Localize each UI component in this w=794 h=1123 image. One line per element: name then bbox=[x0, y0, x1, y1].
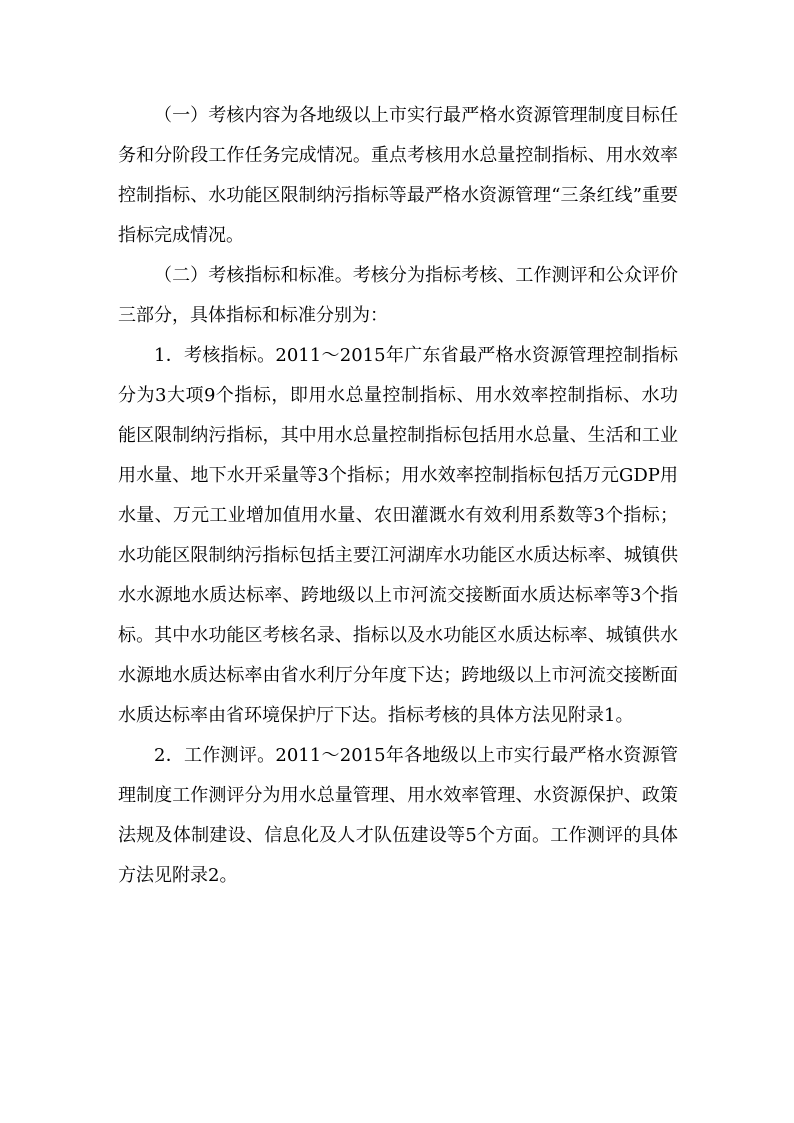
paragraph-indicators-and-standards: （二）考核指标和标准。考核分为指标考核、工作测评和公众评价三部分，具体指标和标准分别为： bbox=[118, 265, 678, 326]
paragraph-assessment-indicators: 1．考核指标。2011～2015年广东省最严格水资源管理控制指标分为3大项9个指标，即用水总量控制指标、用水效率控制指标、水功能区限制纳污指标，其中用水总量控制指标包括用水总量、生活和工业用水量、地下水开采量等3个指标；用水效率控制指标包括万元GDP用水量、万元工业增加值用水量、农田灌溉水有效利用系数等3个指标；水功能区限制纳污指标包括主要江河湖库水功能区水质达标率、城镇供水水源地水质达标率、跨地级以上市河流交接断面水质达标率等3个指标。其中水功能区考核名录、指标以及水功能区水质达标率、城镇供水水源地水质达标率由省水利厅分年度下达；跨地级以上市河流交接断面水质达标率由省环境保护厅下达。指标考核的具体方法见附录1。 bbox=[118, 345, 678, 726]
paragraph-work-evaluation: 2．工作测评。2011～2015年各地级以上市实行最严格水资源管理制度工作测评分为用水总量管理、用水效率管理、水资源保护、政策法规及体制建设、信息化及人才队伍建设等5个方面。工作测评的具体方法见附录2。 bbox=[118, 745, 678, 886]
document-body bbox=[118, 96, 678, 896]
paragraph-assessment-content: （一）考核内容为各地级以上市实行最严格水资源管理制度目标任务和分阶段工作任务完成情况。重点考核用水总量控制指标、用水效率控制指标、水功能区限制纳污指标等最严格水资源管理“三条红线”重要指标完成情况。 bbox=[118, 105, 678, 246]
